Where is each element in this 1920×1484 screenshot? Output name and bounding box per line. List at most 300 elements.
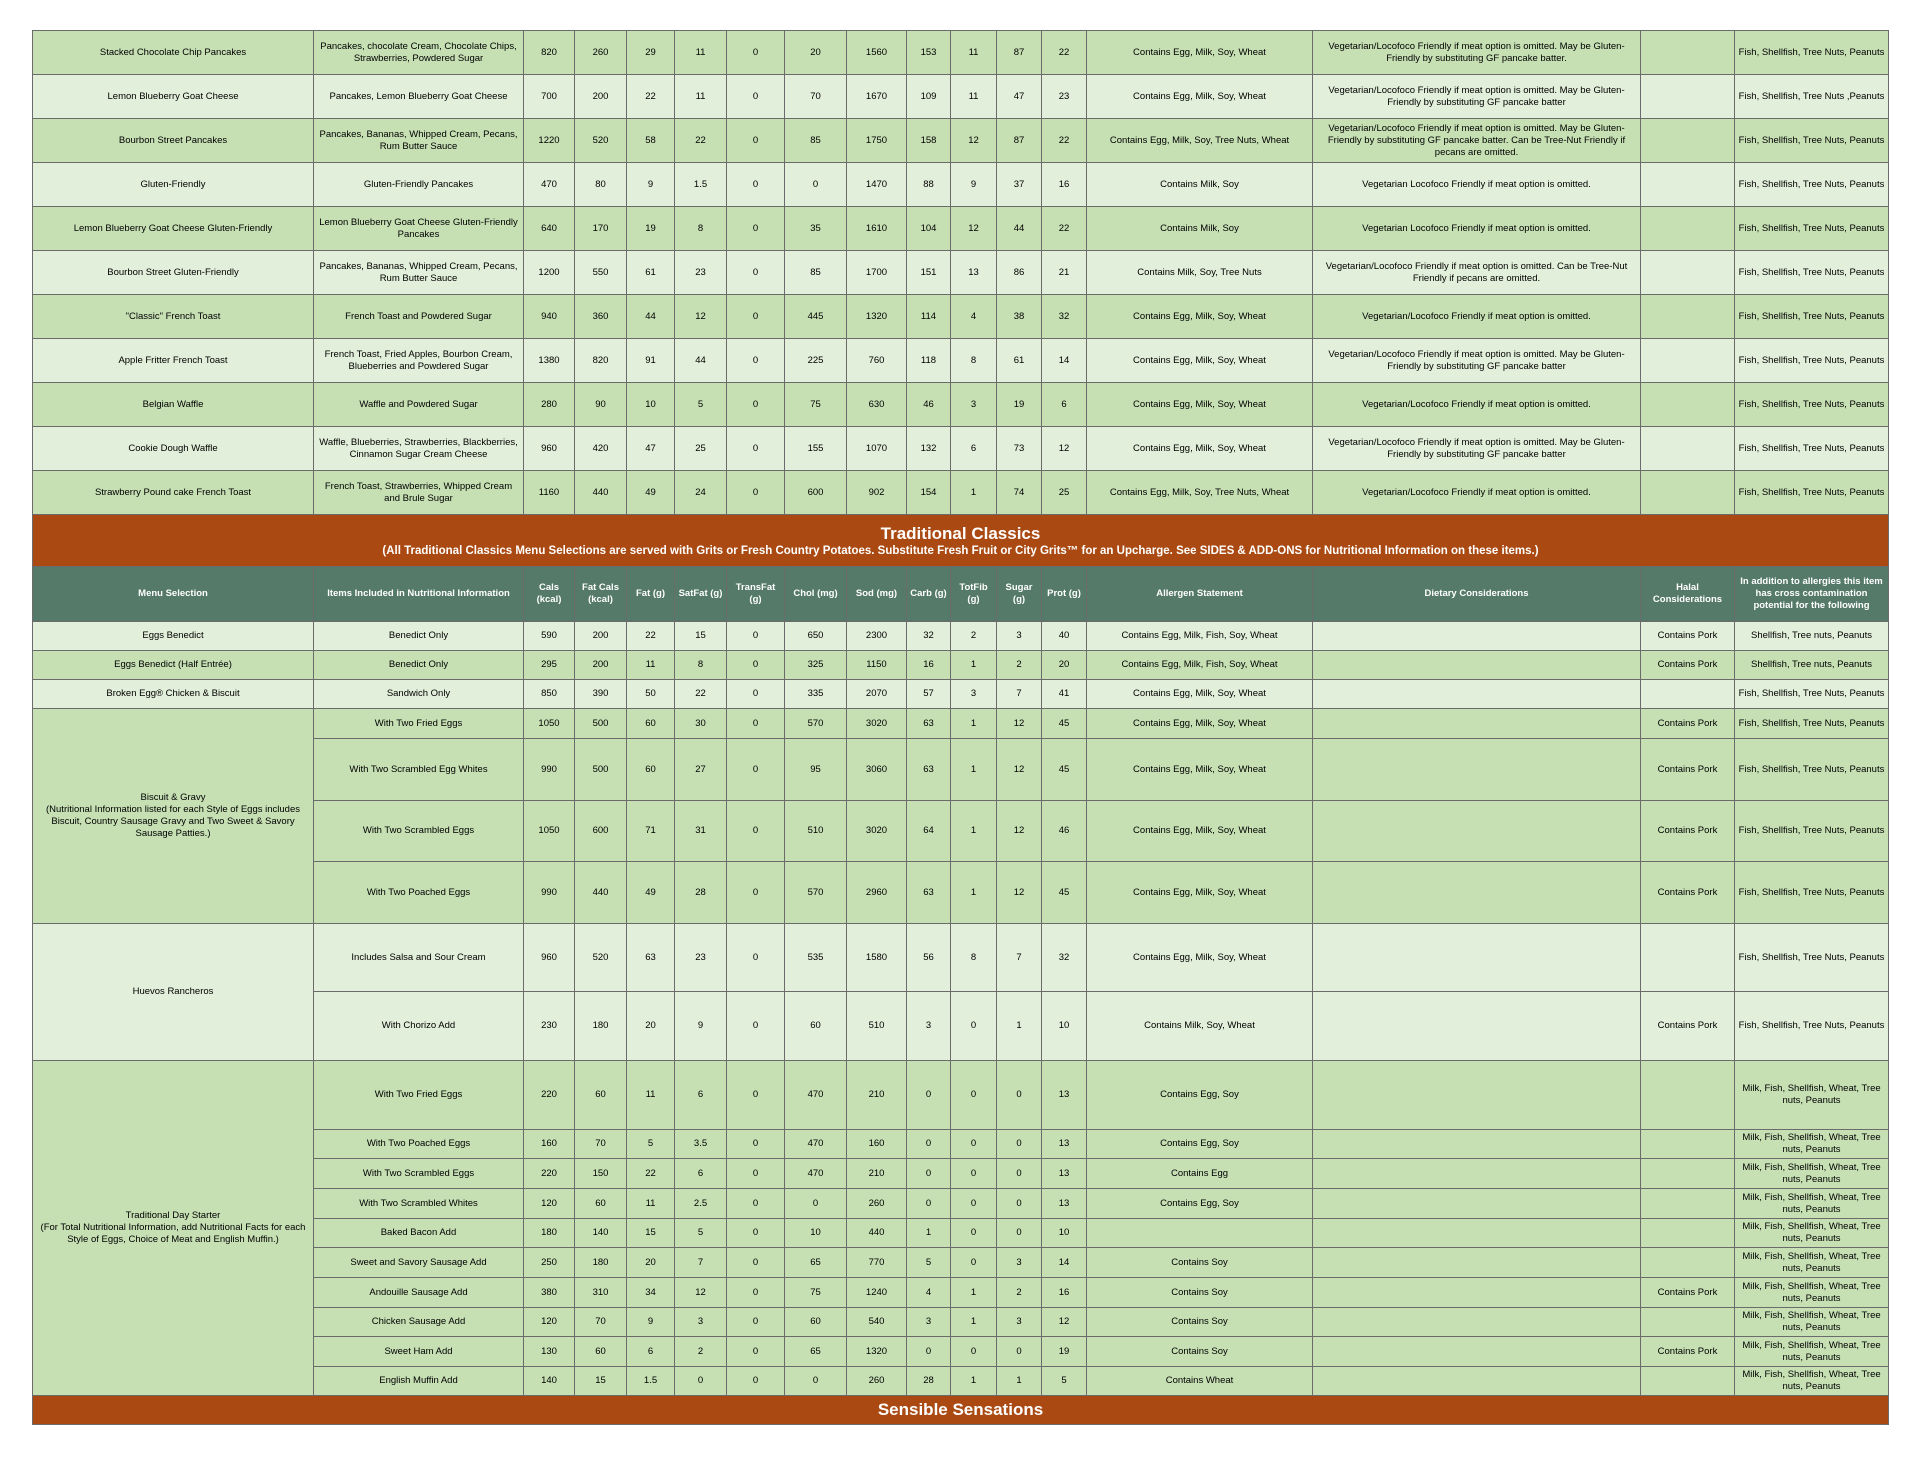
halal-considerations-cell [1641, 1189, 1735, 1219]
cholesterol-cell: 600 [785, 471, 847, 515]
sodium-cell: 210 [847, 1061, 907, 1130]
total-fiber-cell: 3 [951, 680, 997, 709]
fat-calories-cell: 200 [575, 651, 627, 680]
table-row [33, 651, 1889, 680]
trans-fat-cell: 0 [727, 709, 785, 739]
protein-cell: 6 [1042, 383, 1087, 427]
allergen-statement-cell: Contains Soy [1087, 1248, 1313, 1278]
protein-cell: 14 [1042, 1248, 1087, 1278]
fat-cell: 6 [627, 1337, 675, 1367]
trans-fat-cell: 0 [727, 1248, 785, 1278]
section-banner-traditional-classics [33, 515, 1889, 567]
nutrition-table [32, 30, 1889, 1425]
section-title: Sensible Sensations [877, 1400, 1044, 1419]
dietary-considerations-cell: Vegetarian/Locofoco Friendly if meat option is omitted. May be Gluten-Friendly by substituting GF pancake batter [1313, 339, 1641, 383]
calories-cell: 295 [524, 651, 575, 680]
column-header-sugar: Sugar (g) [997, 567, 1042, 622]
total-fiber-cell: 1 [951, 739, 997, 801]
fat-cell: 22 [627, 75, 675, 119]
protein-cell: 5 [1042, 1367, 1087, 1396]
halal-considerations-cell [1641, 1219, 1735, 1248]
carbs-cell: 104 [907, 207, 951, 251]
protein-cell: 41 [1042, 680, 1087, 709]
menu-selection-group-cell [33, 924, 314, 1061]
cross-contamination-cell: Milk, Fish, Shellfish, Wheat, Tree nuts, Peanuts [1735, 1308, 1889, 1337]
items-included-cell: With Two Scrambled Eggs [314, 801, 524, 862]
sugar-cell: 19 [997, 383, 1042, 427]
sat-fat-cell: 11 [675, 31, 727, 75]
column-header-cross-contamination: In addition to allergies this item has cross contamination potential for the following [1735, 567, 1889, 622]
items-included-cell: Andouille Sausage Add [314, 1278, 524, 1308]
fat-cell: 49 [627, 471, 675, 515]
sodium-cell: 1240 [847, 1278, 907, 1308]
dietary-considerations-cell [1313, 1337, 1641, 1367]
sat-fat-cell: 25 [675, 427, 727, 471]
fat-cell: 63 [627, 924, 675, 992]
column-header-dietary-considerations: Dietary Considerations [1313, 567, 1641, 622]
fat-calories-cell: 70 [575, 1130, 627, 1159]
column-header-calories: Cals (kcal) [524, 567, 575, 622]
cross-contamination-cell: Fish, Shellfish, Tree Nuts, Peanuts [1735, 862, 1889, 924]
fat-calories-cell: 820 [575, 339, 627, 383]
items-included-cell: French Toast, Fried Apples, Bourbon Cream, Blueberries and Powdered Sugar [314, 339, 524, 383]
cross-contamination-cell: Fish, Shellfish, Tree Nuts, Peanuts [1735, 163, 1889, 207]
calories-cell: 640 [524, 207, 575, 251]
halal-considerations-cell [1641, 680, 1735, 709]
protein-cell: 12 [1042, 1308, 1087, 1337]
sat-fat-cell: 2 [675, 1337, 727, 1367]
protein-cell: 13 [1042, 1159, 1087, 1189]
cholesterol-cell: 325 [785, 651, 847, 680]
cholesterol-cell: 65 [785, 1248, 847, 1278]
items-included-cell: French Toast and Powdered Sugar [314, 295, 524, 339]
sat-fat-cell: 27 [675, 739, 727, 801]
protein-cell: 45 [1042, 739, 1087, 801]
menu-selection-cell: Eggs Benedict (Half Entrée) [33, 651, 314, 680]
protein-cell: 46 [1042, 801, 1087, 862]
total-fiber-cell: 12 [951, 207, 997, 251]
cholesterol-cell: 35 [785, 207, 847, 251]
protein-cell: 14 [1042, 339, 1087, 383]
halal-considerations-cell [1641, 295, 1735, 339]
cross-contamination-cell: Fish, Shellfish, Tree Nuts, Peanuts [1735, 801, 1889, 862]
column-header-trans-fat: TransFat (g) [727, 567, 785, 622]
halal-considerations-cell [1641, 31, 1735, 75]
table-row [33, 622, 1889, 651]
items-included-cell: With Two Fried Eggs [314, 709, 524, 739]
halal-considerations-cell: Contains Pork [1641, 992, 1735, 1061]
cross-contamination-cell: Milk, Fish, Shellfish, Wheat, Tree nuts, Peanuts [1735, 1189, 1889, 1219]
fat-calories-cell: 60 [575, 1189, 627, 1219]
sodium-cell: 1070 [847, 427, 907, 471]
dietary-considerations-cell [1313, 1061, 1641, 1130]
table-row [33, 207, 1889, 251]
dietary-considerations-cell: Vegetarian/Locofoco Friendly if meat option is omitted. May be Gluten-Friendly by substituting GF pancake batter [1313, 427, 1641, 471]
dietary-considerations-cell: Vegetarian Locofoco Friendly if meat option is omitted. [1313, 163, 1641, 207]
sugar-cell: 12 [997, 709, 1042, 739]
cross-contamination-cell: Fish, Shellfish, Tree Nuts, Peanuts [1735, 383, 1889, 427]
sugar-cell: 3 [997, 1248, 1042, 1278]
protein-cell: 19 [1042, 1337, 1087, 1367]
halal-considerations-cell [1641, 383, 1735, 427]
protein-cell: 22 [1042, 31, 1087, 75]
calories-cell: 850 [524, 680, 575, 709]
sodium-cell: 210 [847, 1159, 907, 1189]
menu-selection-group-cell [33, 709, 314, 924]
cross-contamination-cell: Shellfish, Tree nuts, Peanuts [1735, 622, 1889, 651]
sat-fat-cell: 31 [675, 801, 727, 862]
calories-cell: 220 [524, 1159, 575, 1189]
dietary-considerations-cell: Vegetarian/Locofoco Friendly if meat option is omitted. [1313, 471, 1641, 515]
protein-cell: 10 [1042, 1219, 1087, 1248]
cross-contamination-cell: Fish, Shellfish, Tree Nuts ,Peanuts [1735, 75, 1889, 119]
halal-considerations-cell [1641, 471, 1735, 515]
sat-fat-cell: 30 [675, 709, 727, 739]
trans-fat-cell: 0 [727, 680, 785, 709]
table-row [33, 75, 1889, 119]
trans-fat-cell: 0 [727, 207, 785, 251]
sugar-cell: 47 [997, 75, 1042, 119]
cross-contamination-cell: Fish, Shellfish, Tree Nuts, Peanuts [1735, 339, 1889, 383]
sugar-cell: 0 [997, 1130, 1042, 1159]
calories-cell: 470 [524, 163, 575, 207]
sat-fat-cell: 0 [675, 1367, 727, 1396]
cholesterol-cell: 225 [785, 339, 847, 383]
sodium-cell: 1700 [847, 251, 907, 295]
fat-calories-cell: 260 [575, 31, 627, 75]
sat-fat-cell: 3.5 [675, 1130, 727, 1159]
section-banner-sensible-sensations [33, 1396, 1889, 1425]
cholesterol-cell: 10 [785, 1219, 847, 1248]
column-header-items-included: Items Included in Nutritional Information [314, 567, 524, 622]
items-included-cell: Pancakes, Bananas, Whipped Cream, Pecans, Rum Butter Sauce [314, 119, 524, 163]
fat-calories-cell: 360 [575, 295, 627, 339]
trans-fat-cell: 0 [727, 1061, 785, 1130]
cholesterol-cell: 85 [785, 119, 847, 163]
fat-calories-cell: 180 [575, 992, 627, 1061]
dietary-considerations-cell [1313, 1367, 1641, 1396]
fat-cell: 60 [627, 709, 675, 739]
allergen-statement-cell: Contains Egg, Milk, Soy, Wheat [1087, 924, 1313, 992]
fat-calories-cell: 180 [575, 1248, 627, 1278]
sodium-cell: 1610 [847, 207, 907, 251]
sat-fat-cell: 1.5 [675, 163, 727, 207]
sat-fat-cell: 7 [675, 1248, 727, 1278]
protein-cell: 32 [1042, 924, 1087, 992]
total-fiber-cell: 11 [951, 75, 997, 119]
halal-considerations-cell: Contains Pork [1641, 801, 1735, 862]
cross-contamination-cell: Milk, Fish, Shellfish, Wheat, Tree nuts, Peanuts [1735, 1248, 1889, 1278]
items-included-cell: Pancakes, Bananas, Whipped Cream, Pecans, Rum Butter Sauce [314, 251, 524, 295]
fat-cell: 9 [627, 1308, 675, 1337]
calories-cell: 990 [524, 862, 575, 924]
allergen-statement-cell: Contains Egg, Milk, Soy, Wheat [1087, 427, 1313, 471]
calories-cell: 820 [524, 31, 575, 75]
menu-selection-group-line: Biscuit & Gravy [140, 792, 206, 803]
cross-contamination-cell: Milk, Fish, Shellfish, Wheat, Tree nuts, Peanuts [1735, 1219, 1889, 1248]
sat-fat-cell: 24 [675, 471, 727, 515]
protein-cell: 10 [1042, 992, 1087, 1061]
carbs-cell: 4 [907, 1278, 951, 1308]
sugar-cell: 12 [997, 801, 1042, 862]
total-fiber-cell: 4 [951, 295, 997, 339]
cholesterol-cell: 0 [785, 163, 847, 207]
fat-calories-cell: 500 [575, 709, 627, 739]
halal-considerations-cell [1641, 251, 1735, 295]
allergen-statement-cell: Contains Milk, Soy [1087, 207, 1313, 251]
sodium-cell: 3060 [847, 739, 907, 801]
sat-fat-cell: 22 [675, 119, 727, 163]
nutrition-sheet [32, 30, 1888, 1425]
calories-cell: 960 [524, 427, 575, 471]
protein-cell: 40 [1042, 622, 1087, 651]
halal-considerations-cell [1641, 1248, 1735, 1278]
dietary-considerations-cell [1313, 992, 1641, 1061]
cholesterol-cell: 510 [785, 801, 847, 862]
cholesterol-cell: 445 [785, 295, 847, 339]
allergen-statement-cell: Contains Milk, Soy [1087, 163, 1313, 207]
allergen-statement-cell [1087, 1219, 1313, 1248]
menu-selection-cell: Stacked Chocolate Chip Pancakes [33, 31, 314, 75]
cholesterol-cell: 70 [785, 75, 847, 119]
total-fiber-cell: 2 [951, 622, 997, 651]
sugar-cell: 86 [997, 251, 1042, 295]
sat-fat-cell: 23 [675, 251, 727, 295]
protein-cell: 22 [1042, 207, 1087, 251]
trans-fat-cell: 0 [727, 1308, 785, 1337]
protein-cell: 23 [1042, 75, 1087, 119]
total-fiber-cell: 0 [951, 1130, 997, 1159]
allergen-statement-cell: Contains Soy [1087, 1278, 1313, 1308]
fat-calories-cell: 60 [575, 1337, 627, 1367]
menu-selection-group-line: Huevos Rancheros [132, 986, 214, 997]
carbs-cell: 46 [907, 383, 951, 427]
items-included-cell: Pancakes, chocolate Cream, Chocolate Chips, Strawberries, Powdered Sugar [314, 31, 524, 75]
menu-selection-cell: Gluten-Friendly [33, 163, 314, 207]
cholesterol-cell: 155 [785, 427, 847, 471]
carbs-cell: 114 [907, 295, 951, 339]
carbs-cell: 32 [907, 622, 951, 651]
menu-selection-group-line: (For Total Nutritional Information, add Nutritional Facts for each Style of Eggs, Choice of Meat and English Muffin.) [40, 1222, 306, 1245]
section-subtitle: (All Traditional Classics Menu Selections are served with Grits or Fresh Country Potatoes. Substitute Fresh Fruit or City Grits™ for an Upcharge. See SIDES & ADD-ONS for Nutritional Information on these items.) [382, 544, 1539, 557]
cholesterol-cell: 0 [785, 1189, 847, 1219]
dietary-considerations-cell: Vegetarian/Locofoco Friendly if meat option is omitted. May be Gluten-Friendly by substituting GF pancake batter [1313, 75, 1641, 119]
menu-selection-group-cell [33, 1061, 314, 1396]
cross-contamination-cell: Fish, Shellfish, Tree Nuts, Peanuts [1735, 680, 1889, 709]
sodium-cell: 1670 [847, 75, 907, 119]
items-included-cell: French Toast, Strawberries, Whipped Cream and Brule Sugar [314, 471, 524, 515]
allergen-statement-cell: Contains Egg, Soy [1087, 1130, 1313, 1159]
halal-considerations-cell [1641, 163, 1735, 207]
sugar-cell: 0 [997, 1061, 1042, 1130]
trans-fat-cell: 0 [727, 383, 785, 427]
total-fiber-cell: 8 [951, 339, 997, 383]
table-row [33, 427, 1889, 471]
sat-fat-cell: 3 [675, 1308, 727, 1337]
cross-contamination-cell: Milk, Fish, Shellfish, Wheat, Tree nuts, Peanuts [1735, 1130, 1889, 1159]
cross-contamination-cell: Milk, Fish, Shellfish, Wheat, Tree nuts, Peanuts [1735, 1278, 1889, 1308]
fat-cell: 29 [627, 31, 675, 75]
menu-selection-cell: Broken Egg® Chicken & Biscuit [33, 680, 314, 709]
sugar-cell: 0 [997, 1159, 1042, 1189]
cholesterol-cell: 470 [785, 1061, 847, 1130]
allergen-statement-cell: Contains Egg, Milk, Soy, Wheat [1087, 75, 1313, 119]
total-fiber-cell: 13 [951, 251, 997, 295]
trans-fat-cell: 0 [727, 739, 785, 801]
cross-contamination-cell: Fish, Shellfish, Tree Nuts, Peanuts [1735, 31, 1889, 75]
halal-considerations-cell: Contains Pork [1641, 1278, 1735, 1308]
fat-cell: 91 [627, 339, 675, 383]
fat-calories-cell: 310 [575, 1278, 627, 1308]
dietary-considerations-cell [1313, 1248, 1641, 1278]
sat-fat-cell: 15 [675, 622, 727, 651]
fat-calories-cell: 390 [575, 680, 627, 709]
fat-calories-cell: 140 [575, 1219, 627, 1248]
items-included-cell: Sweet and Savory Sausage Add [314, 1248, 524, 1278]
fat-cell: 44 [627, 295, 675, 339]
fat-calories-cell: 60 [575, 1061, 627, 1130]
halal-considerations-cell: Contains Pork [1641, 651, 1735, 680]
total-fiber-cell: 6 [951, 427, 997, 471]
sugar-cell: 73 [997, 427, 1042, 471]
fat-cell: 10 [627, 383, 675, 427]
total-fiber-cell: 1 [951, 862, 997, 924]
column-header-row [33, 567, 1889, 622]
allergen-statement-cell: Contains Egg, Milk, Soy, Wheat [1087, 709, 1313, 739]
fat-cell: 11 [627, 1061, 675, 1130]
sodium-cell: 630 [847, 383, 907, 427]
fat-cell: 50 [627, 680, 675, 709]
fat-calories-cell: 440 [575, 862, 627, 924]
calories-cell: 160 [524, 1130, 575, 1159]
total-fiber-cell: 1 [951, 1278, 997, 1308]
halal-considerations-cell [1641, 1367, 1735, 1396]
sodium-cell: 2960 [847, 862, 907, 924]
total-fiber-cell: 1 [951, 709, 997, 739]
column-header-allergen-statement: Allergen Statement [1087, 567, 1313, 622]
trans-fat-cell: 0 [727, 339, 785, 383]
sodium-cell: 760 [847, 339, 907, 383]
allergen-statement-cell: Contains Egg, Milk, Soy, Wheat [1087, 383, 1313, 427]
carbs-cell: 0 [907, 1189, 951, 1219]
sugar-cell: 37 [997, 163, 1042, 207]
table-row [33, 251, 1889, 295]
sugar-cell: 7 [997, 680, 1042, 709]
dietary-considerations-cell: Vegetarian/Locofoco Friendly if meat option is omitted. Can be Tree-Nut Friendly if pecans are omitted. [1313, 251, 1641, 295]
sodium-cell: 1320 [847, 1337, 907, 1367]
halal-considerations-cell [1641, 1308, 1735, 1337]
calories-cell: 220 [524, 1061, 575, 1130]
sugar-cell: 74 [997, 471, 1042, 515]
fat-cell: 11 [627, 1189, 675, 1219]
trans-fat-cell: 0 [727, 992, 785, 1061]
items-included-cell: With Two Scrambled Whites [314, 1189, 524, 1219]
total-fiber-cell: 1 [951, 471, 997, 515]
dietary-considerations-cell [1313, 651, 1641, 680]
total-fiber-cell: 0 [951, 992, 997, 1061]
cross-contamination-cell: Milk, Fish, Shellfish, Wheat, Tree nuts, Peanuts [1735, 1337, 1889, 1367]
cross-contamination-cell: Shellfish, Tree nuts, Peanuts [1735, 651, 1889, 680]
items-included-cell: With Two Poached Eggs [314, 862, 524, 924]
calories-cell: 250 [524, 1248, 575, 1278]
calories-cell: 1200 [524, 251, 575, 295]
fat-calories-cell: 90 [575, 383, 627, 427]
trans-fat-cell: 0 [727, 163, 785, 207]
items-included-cell: Pancakes, Lemon Blueberry Goat Cheese [314, 75, 524, 119]
fat-calories-cell: 440 [575, 471, 627, 515]
fat-cell: 11 [627, 651, 675, 680]
protein-cell: 13 [1042, 1061, 1087, 1130]
halal-considerations-cell [1641, 339, 1735, 383]
dietary-considerations-cell: Vegetarian/Locofoco Friendly if meat option is omitted. [1313, 295, 1641, 339]
carbs-cell: 0 [907, 1159, 951, 1189]
trans-fat-cell: 0 [727, 1159, 785, 1189]
fat-cell: 9 [627, 163, 675, 207]
calories-cell: 940 [524, 295, 575, 339]
sat-fat-cell: 5 [675, 383, 727, 427]
total-fiber-cell: 0 [951, 1337, 997, 1367]
trans-fat-cell: 0 [727, 801, 785, 862]
trans-fat-cell: 0 [727, 924, 785, 992]
halal-considerations-cell [1641, 207, 1735, 251]
total-fiber-cell: 1 [951, 1308, 997, 1337]
sugar-cell: 12 [997, 862, 1042, 924]
calories-cell: 380 [524, 1278, 575, 1308]
sodium-cell: 440 [847, 1219, 907, 1248]
halal-considerations-cell [1641, 1061, 1735, 1130]
allergen-statement-cell: Contains Egg, Milk, Fish, Soy, Wheat [1087, 622, 1313, 651]
cholesterol-cell: 0 [785, 1367, 847, 1396]
sat-fat-cell: 5 [675, 1219, 727, 1248]
sugar-cell: 3 [997, 622, 1042, 651]
sodium-cell: 1560 [847, 31, 907, 75]
sodium-cell: 2070 [847, 680, 907, 709]
calories-cell: 120 [524, 1189, 575, 1219]
sodium-cell: 260 [847, 1367, 907, 1396]
trans-fat-cell: 0 [727, 862, 785, 924]
halal-considerations-cell [1641, 427, 1735, 471]
calories-cell: 990 [524, 739, 575, 801]
fat-cell: 22 [627, 622, 675, 651]
halal-considerations-cell: Contains Pork [1641, 739, 1735, 801]
allergen-statement-cell: Contains Egg, Milk, Soy, Tree Nuts, Wheat [1087, 471, 1313, 515]
items-included-cell: Includes Salsa and Sour Cream [314, 924, 524, 992]
sodium-cell: 1750 [847, 119, 907, 163]
fat-calories-cell: 500 [575, 739, 627, 801]
halal-considerations-cell [1641, 1159, 1735, 1189]
carbs-cell: 109 [907, 75, 951, 119]
items-included-cell: Gluten-Friendly Pancakes [314, 163, 524, 207]
trans-fat-cell: 0 [727, 1219, 785, 1248]
allergen-statement-cell: Contains Egg, Milk, Soy, Wheat [1087, 295, 1313, 339]
total-fiber-cell: 0 [951, 1189, 997, 1219]
sodium-cell: 510 [847, 992, 907, 1061]
calories-cell: 590 [524, 622, 575, 651]
column-header-sat-fat: SatFat (g) [675, 567, 727, 622]
section-title: Traditional Classics [880, 523, 1041, 543]
cross-contamination-cell: Fish, Shellfish, Tree Nuts, Peanuts [1735, 119, 1889, 163]
calories-cell: 1220 [524, 119, 575, 163]
sodium-cell: 3020 [847, 801, 907, 862]
items-included-cell: With Two Scrambled Egg Whites [314, 739, 524, 801]
menu-selection-cell: Belgian Waffle [33, 383, 314, 427]
calories-cell: 1160 [524, 471, 575, 515]
allergen-statement-cell: Contains Egg, Milk, Soy, Wheat [1087, 801, 1313, 862]
column-header-total-fiber: TotFib (g) [951, 567, 997, 622]
cross-contamination-cell: Milk, Fish, Shellfish, Wheat, Tree nuts, Peanuts [1735, 1061, 1889, 1130]
sodium-cell: 902 [847, 471, 907, 515]
fat-cell: 1.5 [627, 1367, 675, 1396]
